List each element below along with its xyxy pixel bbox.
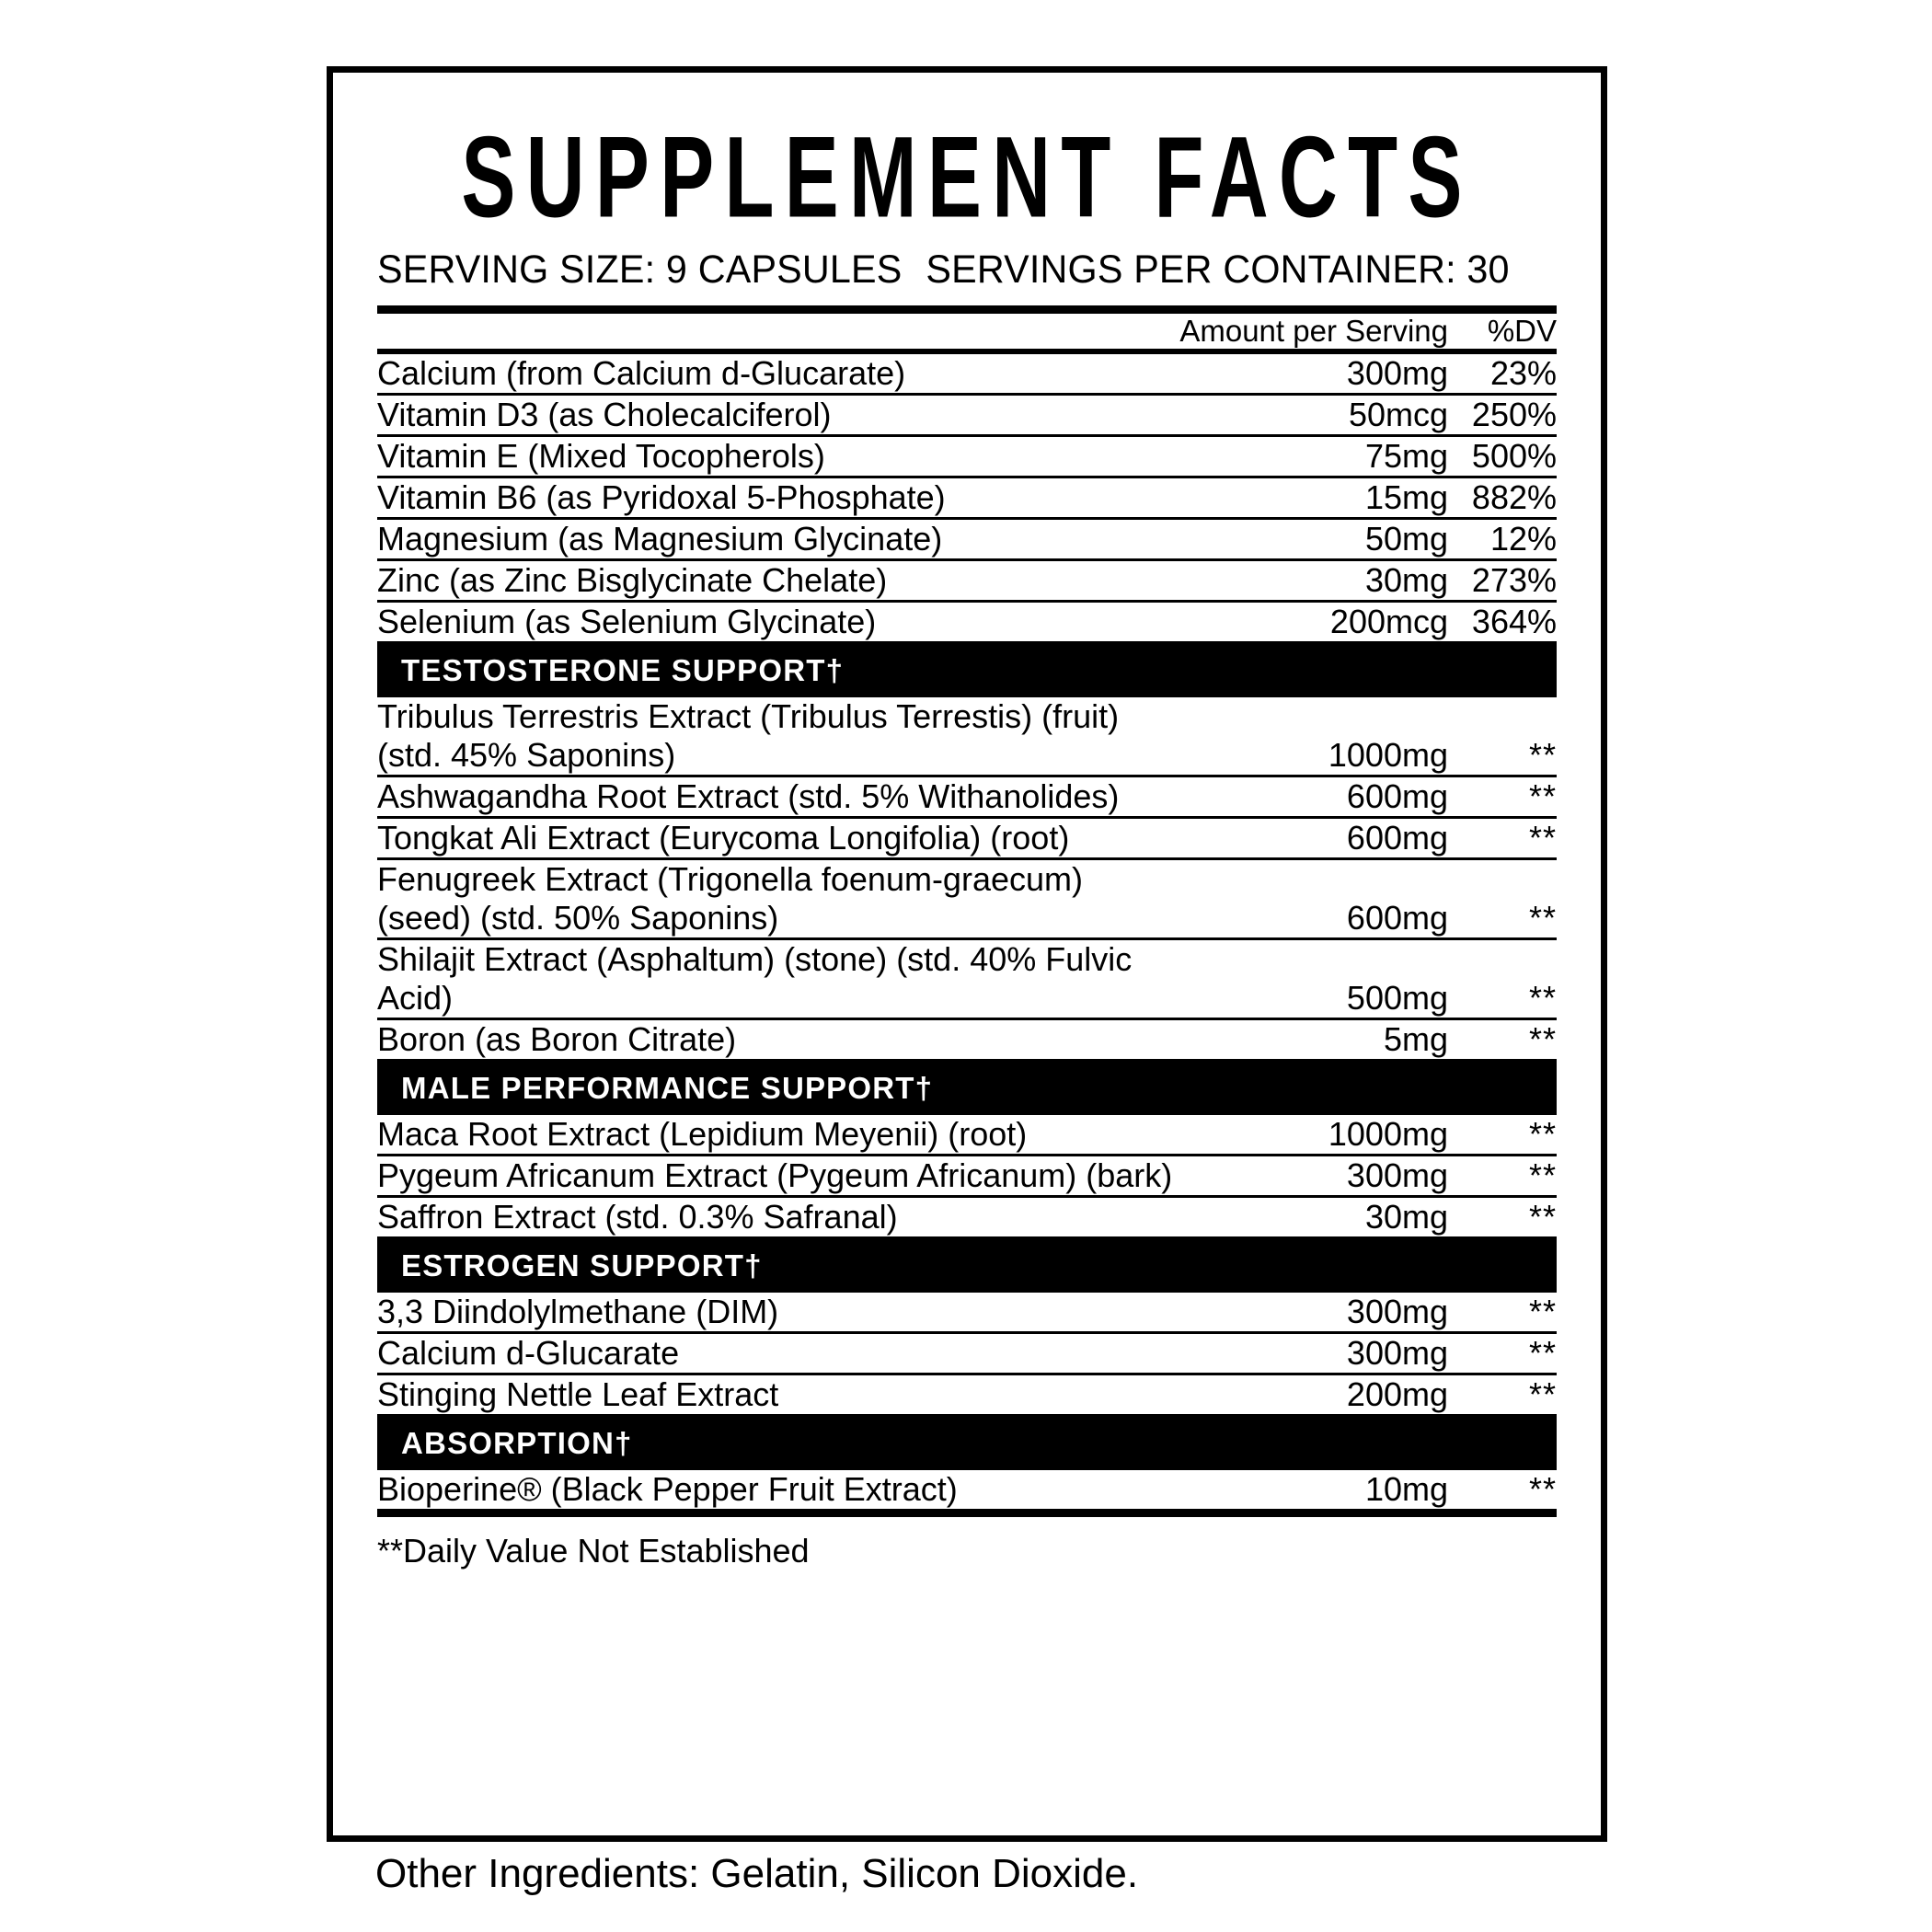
ingredient-name: Shilajit Extract (Asphaltum) (stone) (std. 40% Fulvic Acid) — [377, 939, 1179, 1019]
ingredient-name: Tribulus Terrestris Extract (Tribulus Terrestis) (fruit) (std. 45% Saponins) — [377, 697, 1179, 776]
ingredient-name: Boron (as Boron Citrate) — [377, 1019, 1179, 1061]
ingredient-amount: 300mg — [1179, 1156, 1448, 1197]
ingredient-dv: 500% — [1448, 436, 1557, 477]
section-heading: ESTROGEN SUPPORT† — [377, 1239, 1557, 1293]
table-row — [377, 1156, 1557, 1197]
ingredient-dv: ** — [1448, 776, 1557, 818]
section-heading-cell — [377, 1238, 1557, 1294]
ingredient-amount: 30mg — [1179, 560, 1448, 602]
ingredient-amount: 50mg — [1179, 519, 1448, 560]
section-heading: TESTOSTERONE SUPPORT† — [377, 644, 1557, 697]
ingredient-dv: 23% — [1448, 351, 1557, 395]
ingredient-dv: ** — [1448, 1115, 1557, 1156]
ingredient-dv: ** — [1448, 1019, 1557, 1061]
footnote: **Daily Value Not Established — [377, 1532, 810, 1570]
serving-info — [377, 247, 1510, 293]
ingredient-amount: 200mcg — [1179, 602, 1448, 643]
table-row — [377, 560, 1557, 602]
ingredient-dv: ** — [1448, 1470, 1557, 1511]
ingredient-dv: ** — [1448, 818, 1557, 859]
ingredient-dv: ** — [1448, 697, 1557, 776]
table-row — [377, 697, 1557, 776]
ingredient-name: Pygeum Africanum Extract (Pygeum Africanum) (bark) — [377, 1156, 1179, 1197]
ingredient-name: Vitamin D3 (as Cholecalciferol) — [377, 395, 1179, 436]
table-row — [377, 519, 1557, 560]
ingredient-name: Maca Root Extract (Lepidium Meyenii) (root) — [377, 1115, 1179, 1156]
serving-size: SERVING SIZE: 9 CAPSULES — [377, 247, 903, 293]
section-heading-cell — [377, 643, 1557, 698]
table-row — [377, 1197, 1557, 1238]
ingredient-dv: ** — [1448, 1293, 1557, 1333]
servings-per-container: SERVINGS PER CONTAINER: 30 — [926, 247, 1510, 293]
section-heading-row — [377, 643, 1557, 698]
ingredient-amount: 200mg — [1179, 1374, 1448, 1416]
ingredient-amount: 30mg — [1179, 1197, 1448, 1238]
table-row — [377, 351, 1557, 395]
ingredient-amount: 1000mg — [1179, 1115, 1448, 1156]
ingredient-amount: 500mg — [1179, 939, 1448, 1019]
ingredient-name: Fenugreek Extract (Trigonella foenum-graecum) (seed) (std. 50% Saponins) — [377, 859, 1179, 939]
ingredient-amount: 300mg — [1179, 1293, 1448, 1333]
table-row — [377, 1470, 1557, 1511]
ingredient-name: Zinc (as Zinc Bisglycinate Chelate) — [377, 560, 1179, 602]
table-row — [377, 859, 1557, 939]
facts-header-amount: Amount per Serving — [1179, 314, 1448, 349]
ingredient-name: Bioperine® (Black Pepper Fruit Extract) — [377, 1470, 1179, 1511]
ingredient-amount: 10mg — [1179, 1470, 1448, 1511]
ingredient-name: Magnesium (as Magnesium Glycinate) — [377, 519, 1179, 560]
ingredient-dv: 273% — [1448, 560, 1557, 602]
facts-header-dv: %DV — [1487, 314, 1557, 349]
ingredient-name: Ashwagandha Root Extract (std. 5% Withanolides) — [377, 776, 1179, 818]
ingredient-amount: 75mg — [1179, 436, 1448, 477]
table-row — [377, 395, 1557, 436]
ingredient-dv: ** — [1448, 939, 1557, 1019]
ingredient-name: Stinging Nettle Leaf Extract — [377, 1374, 1179, 1416]
table-row — [377, 939, 1557, 1019]
section-heading-cell — [377, 1061, 1557, 1116]
table-row — [377, 477, 1557, 519]
ingredient-dv: 12% — [1448, 519, 1557, 560]
ingredient-name: Saffron Extract (std. 0.3% Safranal) — [377, 1197, 1179, 1238]
ingredient-amount: 15mg — [1179, 477, 1448, 519]
ingredient-amount: 300mg — [1179, 351, 1448, 395]
ingredient-amount: 600mg — [1179, 776, 1448, 818]
table-row — [377, 436, 1557, 477]
section-heading-row — [377, 1061, 1557, 1116]
ingredient-amount: 1000mg — [1179, 697, 1448, 776]
ingredient-name: Calcium (from Calcium d-Glucarate) — [377, 351, 1179, 395]
ingredient-dv: 364% — [1448, 602, 1557, 643]
ingredient-name: Calcium d-Glucarate — [377, 1333, 1179, 1374]
table-row — [377, 1019, 1557, 1061]
ingredient-amount: 600mg — [1179, 818, 1448, 859]
label-content — [377, 100, 1557, 1570]
divider-thick-top — [377, 305, 1557, 314]
ingredient-amount: 600mg — [1179, 859, 1448, 939]
ingredient-dv: ** — [1448, 1156, 1557, 1197]
ingredient-dv: ** — [1448, 1333, 1557, 1374]
supplement-facts-panel — [327, 66, 1607, 1842]
table-row — [377, 602, 1557, 643]
ingredient-dv: 882% — [1448, 477, 1557, 519]
other-ingredients: Other Ingredients: Gelatin, Silicon Dioxide. — [375, 1851, 1139, 1896]
section-heading-cell — [377, 1416, 1557, 1471]
page-title: SUPPLEMENT FACTS — [461, 112, 1473, 242]
ingredient-dv: ** — [1448, 859, 1557, 939]
section-heading: MALE PERFORMANCE SUPPORT† — [377, 1062, 1557, 1115]
table-row — [377, 818, 1557, 859]
ingredient-amount: 5mg — [1179, 1019, 1448, 1061]
ingredient-name: 3,3 Diindolylmethane (DIM) — [377, 1293, 1179, 1333]
facts-header-spacer — [377, 314, 1179, 349]
section-heading-row — [377, 1238, 1557, 1294]
facts-header-row — [377, 314, 1557, 349]
section-heading-row — [377, 1416, 1557, 1471]
ingredient-dv: ** — [1448, 1197, 1557, 1238]
table-row — [377, 1293, 1557, 1333]
ingredient-name: Vitamin B6 (as Pyridoxal 5-Phosphate) — [377, 477, 1179, 519]
ingredient-name: Tongkat Ali Extract (Eurycoma Longifolia) (root) — [377, 818, 1179, 859]
ingredient-amount: 300mg — [1179, 1333, 1448, 1374]
ingredient-dv: 250% — [1448, 395, 1557, 436]
section-heading: ABSORPTION† — [377, 1417, 1557, 1470]
ingredient-amount: 50mcg — [1179, 395, 1448, 436]
table-row — [377, 1374, 1557, 1416]
table-row — [377, 1115, 1557, 1156]
ingredient-name: Selenium (as Selenium Glycinate) — [377, 602, 1179, 643]
table-row — [377, 1333, 1557, 1374]
ingredient-dv: ** — [1448, 1374, 1557, 1416]
table-row — [377, 776, 1557, 818]
ingredient-name: Vitamin E (Mixed Tocopherols) — [377, 436, 1179, 477]
facts-table — [377, 314, 1557, 1512]
